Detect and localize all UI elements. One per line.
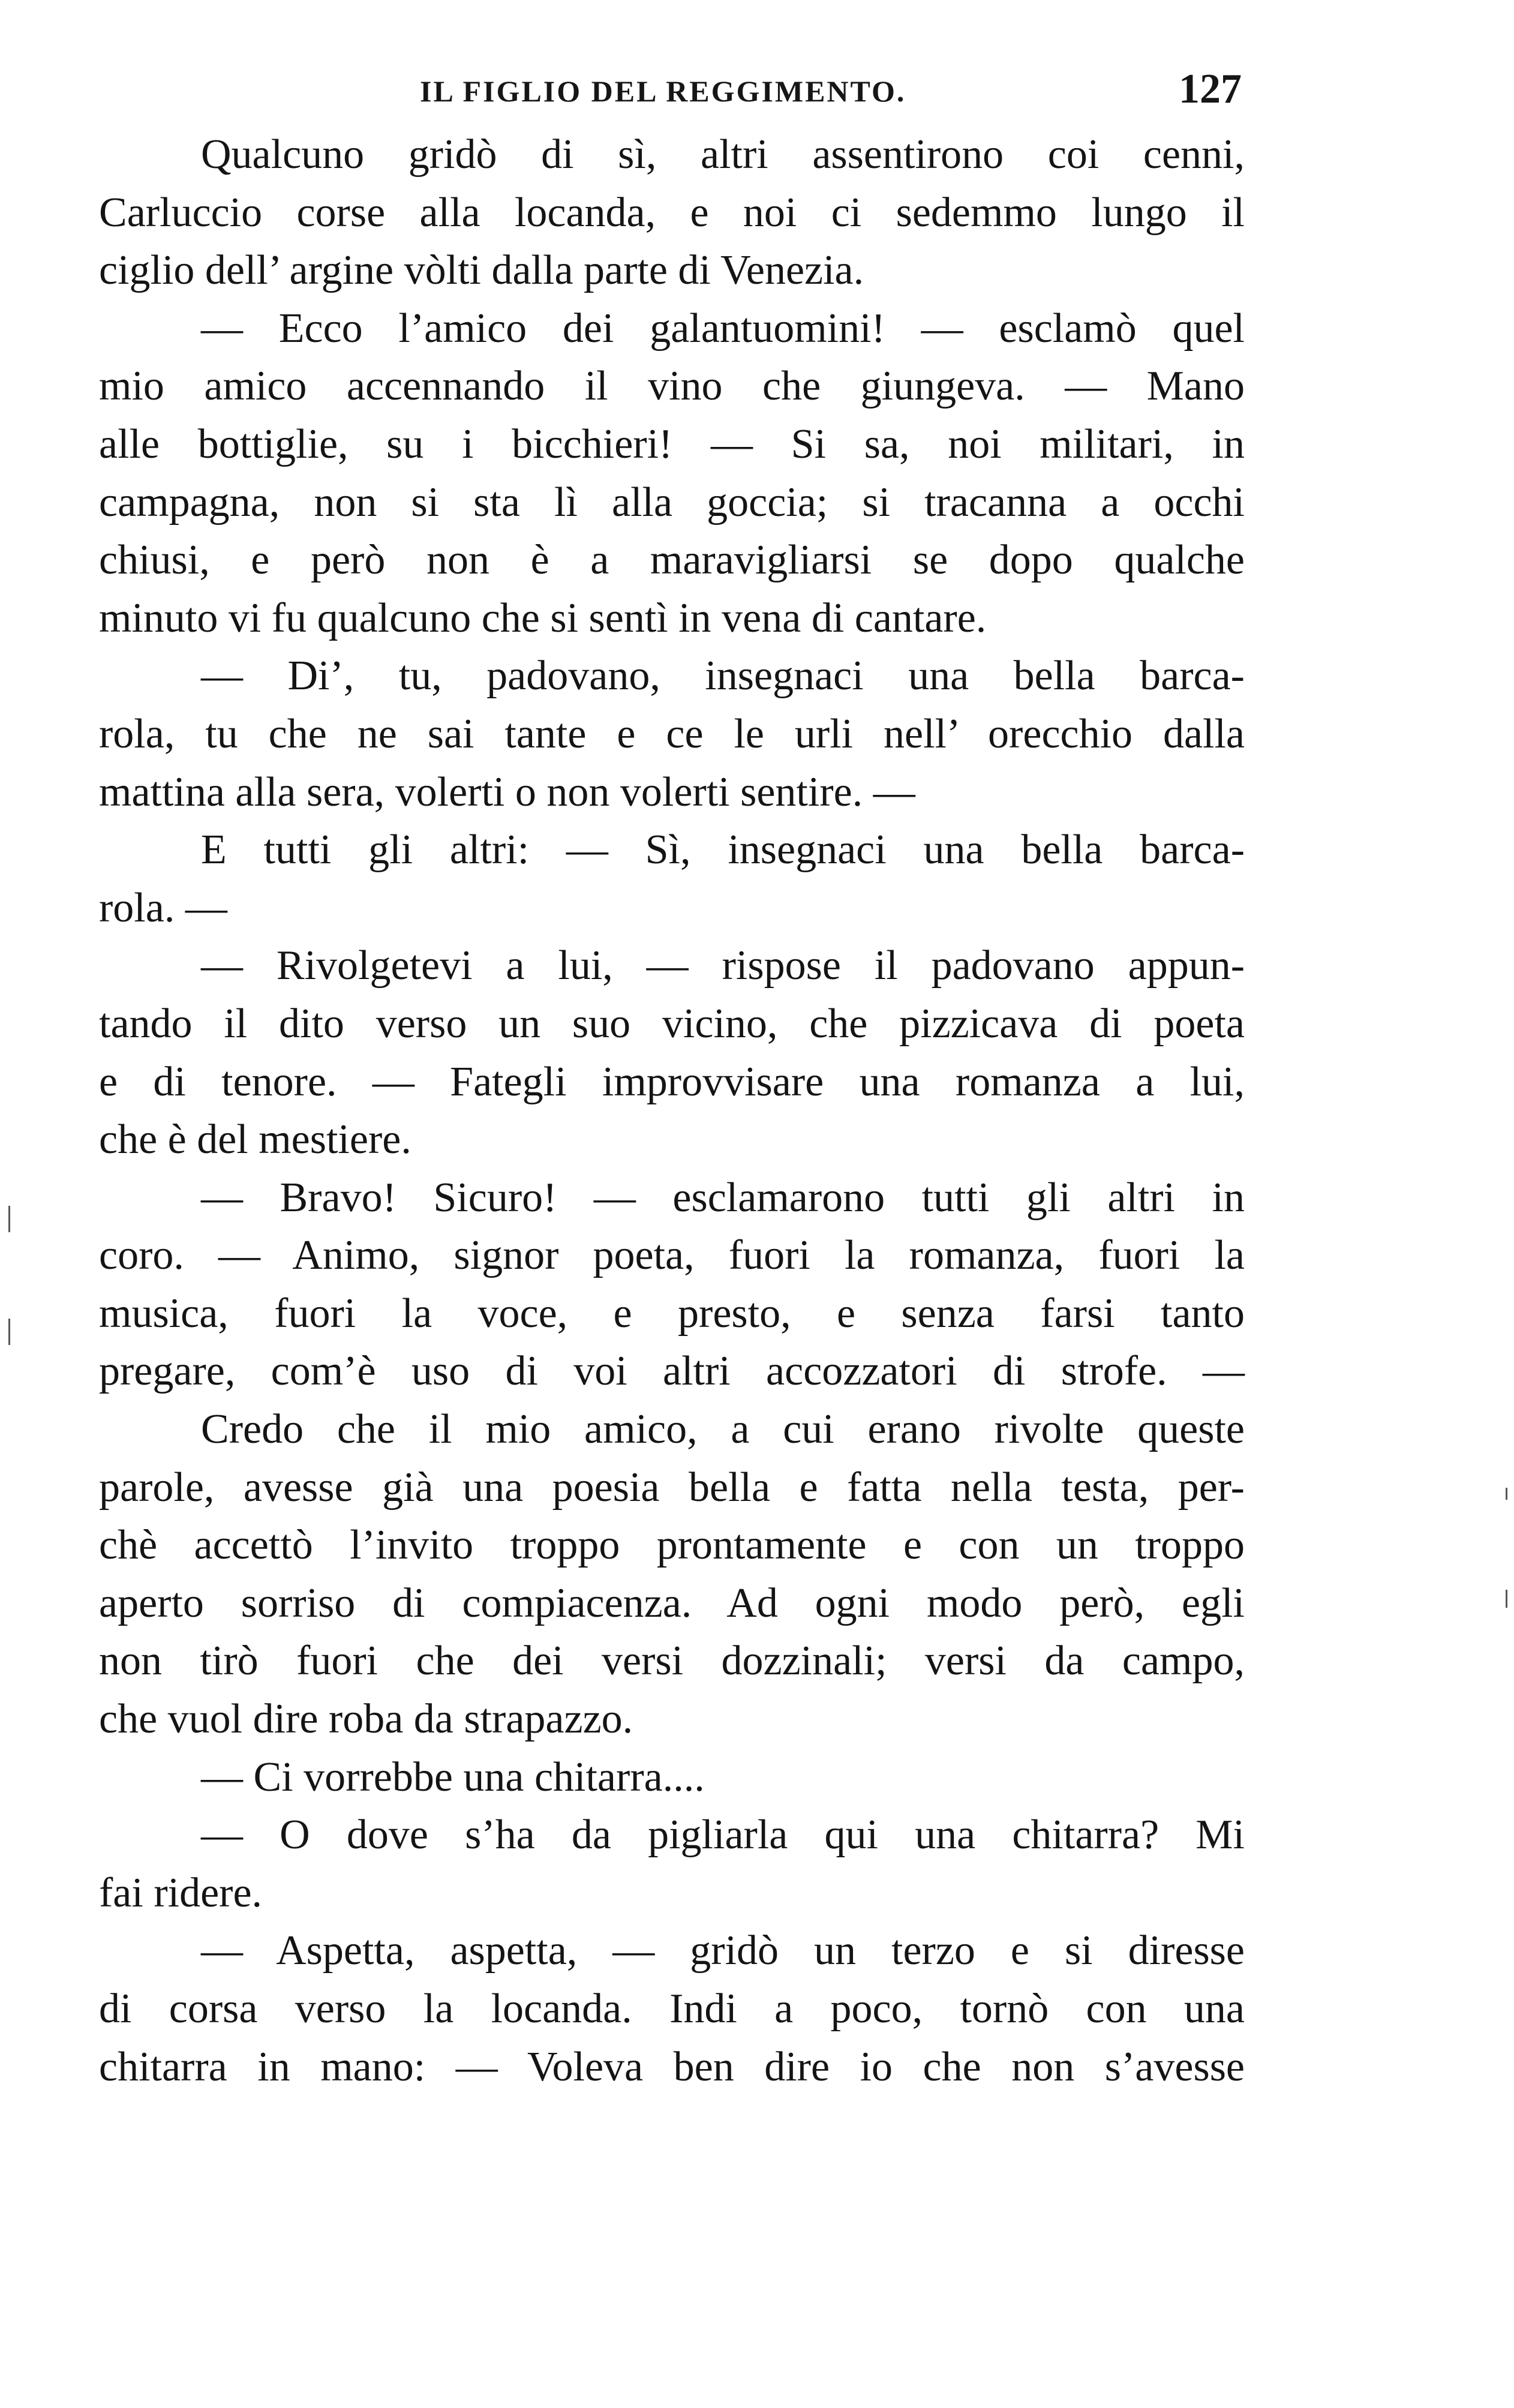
text-line: chitarra in mano: — Voleva ben dire io che non s’avesse [99, 2043, 1245, 2090]
text-line: di corsa verso la locanda. Indi a poco, tornò con una [99, 1986, 1245, 2032]
text-line: — O dove s’ha da pigliarla qui una chitarra? Mi [201, 1812, 1245, 1858]
text-line: rola, tu che ne sai tante e ce le urli nell’ orecchio dalla [99, 710, 1245, 757]
text-line: — Bravo! Sicuro! — esclamarono tutti gli altri in [201, 1174, 1245, 1221]
text-line: — Ci vorrebbe una chitarra.... [201, 1754, 705, 1800]
text-line: aperto sorriso di compiacenza. Ad ogni modo però, egli [99, 1580, 1245, 1626]
text-line: alle bottiglie, su i bicchieri! — Si sa, noi militari, in [99, 421, 1245, 467]
text-line: non tirò fuori che dei versi dozzinali; versi da campo, [99, 1638, 1245, 1685]
running-title: IL FIGLIO DEL REGGIMENTO. [420, 74, 906, 108]
text-line: minuto vi fu qualcuno che si sentì in vena di cantare. [99, 595, 987, 641]
text-line: campagna, non si sta lì alla goccia; si tracanna a occhi [99, 479, 1245, 526]
running-header [96, 57, 1254, 129]
text-line: — Rivolgetevi a lui, — rispose il padovano appun- [201, 942, 1245, 989]
margin-mark [8, 1319, 10, 1345]
body-text [99, 126, 1245, 2096]
text-line: Carluccio corse alla locanda, e noi ci sedemmo lungo il [99, 189, 1245, 236]
text-line: tando il dito verso un suo vicino, che pizzicava di poeta [99, 1000, 1245, 1047]
text-line: musica, fuori la voce, e presto, e senza farsi tanto [99, 1290, 1245, 1337]
text-line: ciglio dell’ argine vòlti dalla parte di Venezia. [99, 247, 864, 294]
text-line: mattina alla sera, volerti o non volerti sentire. — [99, 768, 915, 815]
margin-mark [8, 1206, 10, 1232]
text-line: — Di’, tu, padovano, insegnaci una bella barca- [201, 653, 1245, 699]
text-line: rola. — [99, 884, 227, 931]
text-line: chiusi, e però non è a maravigliarsi se dopo qualche [99, 537, 1245, 584]
text-line: mio amico accennando il vino che giungeva. — Mano [99, 363, 1245, 410]
text-line: Credo che il mio amico, a cui erano rivolte queste [201, 1406, 1245, 1453]
margin-mark [1506, 1590, 1507, 1608]
text-line: coro. — Animo, signor poeta, fuori la romanza, fuori la [99, 1232, 1245, 1279]
text-line: fai ridere. [99, 1869, 263, 1916]
text-line: che vuol dire roba da strapazzo. [99, 1696, 633, 1743]
text-line: chè accettò l’invito troppo prontamente e con un troppo [99, 1522, 1245, 1569]
text-line: parole, avesse già una poesia bella e fatta nella testa, per- [99, 1464, 1245, 1511]
margin-mark [1506, 1488, 1507, 1500]
text-line: che è del mestiere. [99, 1116, 411, 1163]
page-number: 127 [1179, 66, 1242, 112]
text-line: — Aspetta, aspetta, — gridò un terzo e si diresse [201, 1927, 1245, 1974]
text-line: e di tenore. — Fategli improvvisare una romanza a lui, [99, 1058, 1245, 1105]
text-line: — Ecco l’amico dei galantuomini! — esclamò quel [201, 305, 1245, 352]
text-line: E tutti gli altri: — Sì, insegnaci una bella barca- [201, 827, 1245, 873]
text-line: Qualcuno gridò di sì, altri assentirono coi cenni, [201, 131, 1245, 178]
text-line: pregare, com’è uso di voi altri accozzatori di strofe. — [99, 1348, 1245, 1395]
